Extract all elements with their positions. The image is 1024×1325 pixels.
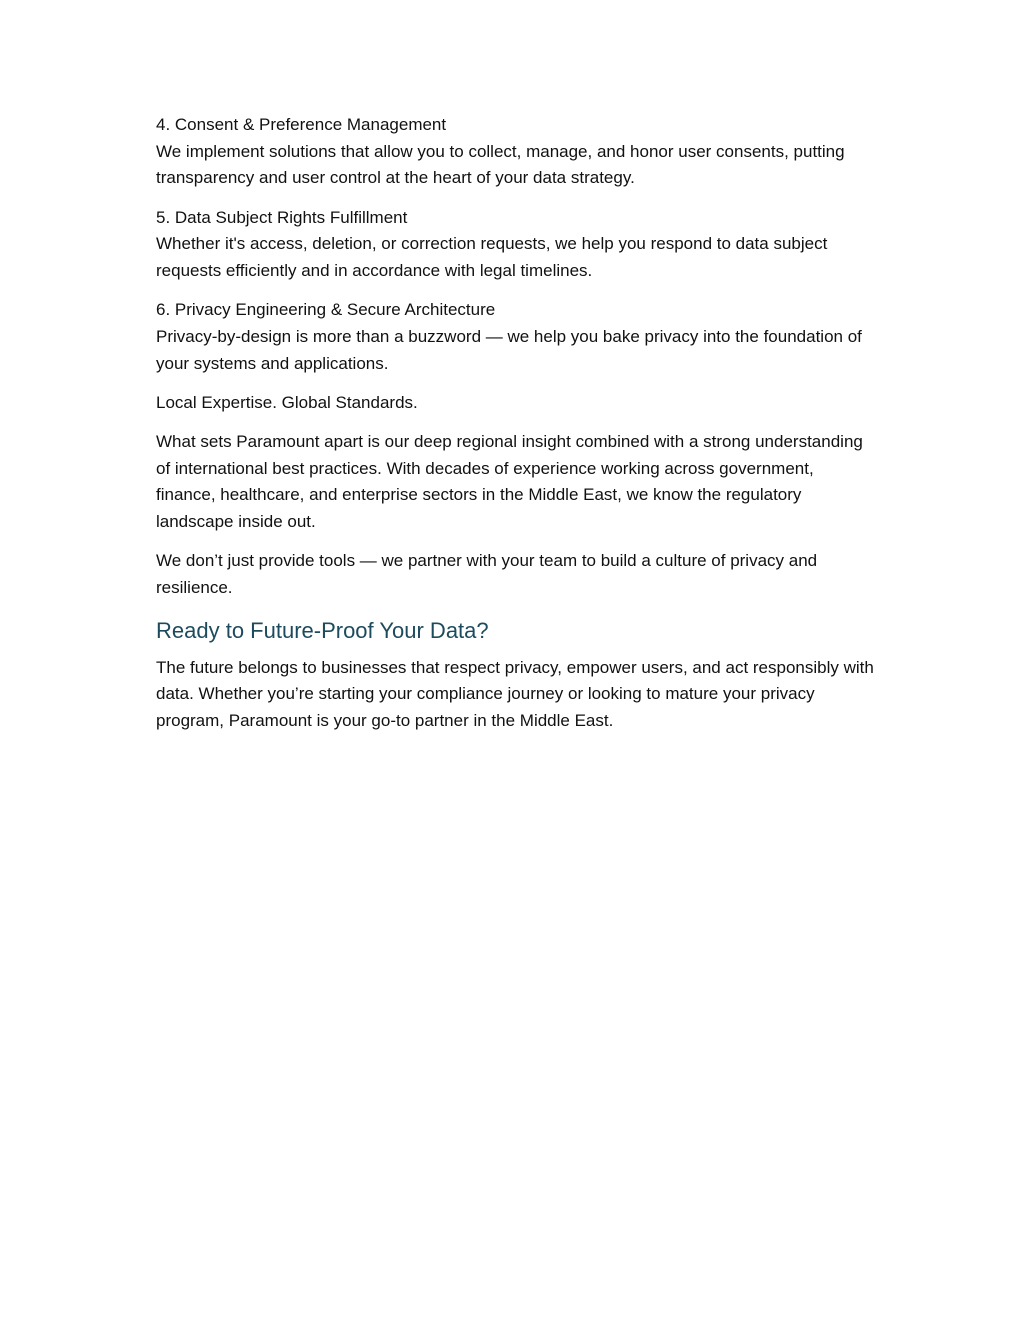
section-text: Whether it's access, deletion, or correction requests, we help you respond to data subject requests efficiently and in accordance with legal timelines. xyxy=(156,234,828,281)
section-title: 5. Data Subject Rights Fulfillment xyxy=(156,207,408,227)
section-privacy-engineering xyxy=(156,297,876,377)
section-title: 6. Privacy Engineering & Secure Architecture xyxy=(156,300,496,320)
section-data-subject-rights xyxy=(156,205,876,285)
section-text: We implement solutions that allow you to collect, manage, and honor user consents, putting transparency and user control at the heart of your data strategy. xyxy=(156,141,845,188)
local-expertise-paragraph: What sets Paramount apart is our deep regional insight combined with a strong understanding of international best practices. With decades of experience working across government, finance, healthcare, and enterprise sectors in the Middle East, we know the regulatory landscape inside out. xyxy=(156,432,863,532)
section-text: Privacy-by-design is more than a buzzword — we help you bake privacy into the foundation of your systems and applications. xyxy=(156,326,862,373)
partner-paragraph: We don’t just provide tools — we partner with your team to build a culture of privacy and resilience. xyxy=(156,551,818,598)
section-title: 4. Consent & Preference Management xyxy=(156,115,447,134)
section-consent xyxy=(156,112,876,192)
local-expertise-title: Local Expertise. Global Standards. xyxy=(156,392,418,412)
document-body xyxy=(156,112,876,747)
cta-paragraph: The future belongs to businesses that respect privacy, empower users, and act responsibly with data. Whether you’re starting your compliance journey or looking to mature your privacy program, Paramount is your go-to partner in the Middle East. xyxy=(156,657,874,731)
cta-heading: Ready to Future-Proof Your Data? xyxy=(156,617,489,643)
